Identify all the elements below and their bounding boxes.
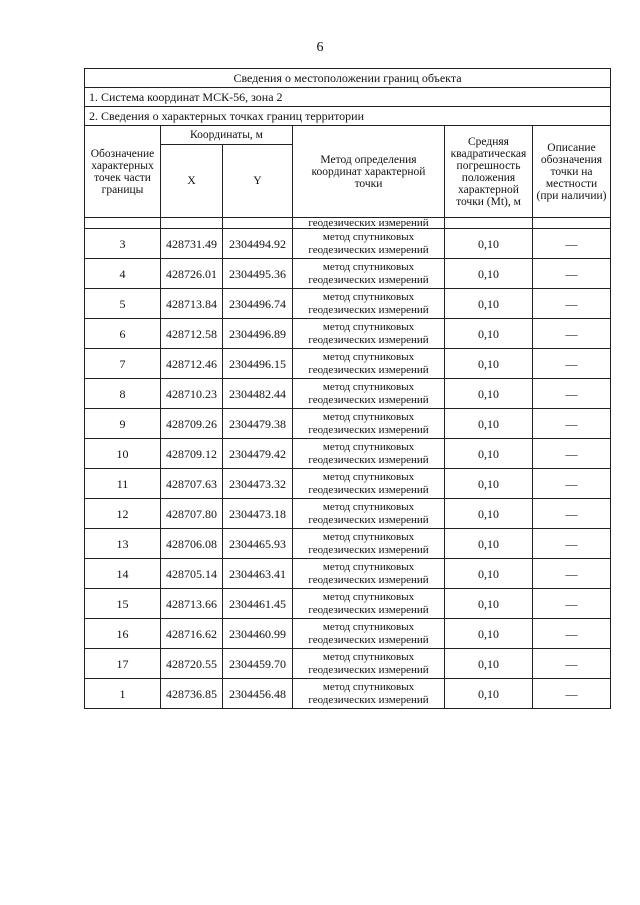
description-cell: — xyxy=(533,439,611,469)
description-cell: — xyxy=(533,469,611,499)
table-row xyxy=(85,469,611,499)
description-cell: — xyxy=(533,529,611,559)
method-cell: метод спутниковых геодезических измерений xyxy=(293,589,445,619)
table-row xyxy=(85,529,611,559)
method-cell: метод спутниковых геодезических измерений xyxy=(293,409,445,439)
table-row xyxy=(85,649,611,679)
x-coordinate-cell: 428709.26 xyxy=(161,409,223,439)
point-number-cell: 15 xyxy=(85,589,161,619)
accuracy-cell: 0,10 xyxy=(445,439,533,469)
accuracy-cell: 0,10 xyxy=(445,289,533,319)
point-number-cell: 9 xyxy=(85,409,161,439)
header-description: Описание обозначения точки на местности (при наличии) xyxy=(533,126,611,218)
method-cell: метод спутниковых геодезических измерений xyxy=(293,439,445,469)
section-caption: 2. Сведения о характерных точках границ территории xyxy=(85,107,611,126)
method-cell: метод спутниковых геодезических измерений xyxy=(293,259,445,289)
table-title: Сведения о местоположении границ объекта xyxy=(85,69,611,88)
table-row xyxy=(85,679,611,709)
method-cell: метод спутниковых геодезических измерений xyxy=(293,679,445,709)
accuracy-cell: 0,10 xyxy=(445,379,533,409)
point-number-cell: 4 xyxy=(85,259,161,289)
x-coordinate-cell: 428712.46 xyxy=(161,349,223,379)
method-cell: метод спутниковых геодезических измерений xyxy=(293,499,445,529)
method-cell: метод спутниковых геодезических измерений xyxy=(293,559,445,589)
point-number-cell: 16 xyxy=(85,619,161,649)
x-coordinate-cell: 428713.66 xyxy=(161,589,223,619)
point-number-cell: 8 xyxy=(85,379,161,409)
header-accuracy: Средняя квадратическая погрешность положения характерной точки (Mt), м xyxy=(445,126,533,218)
x-coordinate-cell: 428713.84 xyxy=(161,289,223,319)
accuracy-cell: 0,10 xyxy=(445,349,533,379)
y-coordinate-cell: 2304473.18 xyxy=(223,499,293,529)
accuracy-cell: 0,10 xyxy=(445,469,533,499)
description-cell: — xyxy=(533,679,611,709)
x-coordinate-cell: 428707.80 xyxy=(161,499,223,529)
point-number-cell: 10 xyxy=(85,439,161,469)
method-cell: метод спутниковых геодезических измерений xyxy=(293,649,445,679)
y-coordinate-cell: 2304494.92 xyxy=(223,229,293,259)
table-row xyxy=(85,439,611,469)
method-cell: метод спутниковых геодезических измерений xyxy=(293,529,445,559)
header-method: Метод определения координат характерной точки xyxy=(293,126,445,218)
method-cell: метод спутниковых геодезических измерений xyxy=(293,349,445,379)
x-coordinate-cell: 428726.01 xyxy=(161,259,223,289)
continuation-method: геодезических измерений xyxy=(293,218,445,229)
point-number-cell: 11 xyxy=(85,469,161,499)
method-cell: метод спутниковых геодезических измерений xyxy=(293,229,445,259)
point-number-cell: 7 xyxy=(85,349,161,379)
point-number-cell: 14 xyxy=(85,559,161,589)
description-cell: — xyxy=(533,289,611,319)
coord-system-caption: 1. Система координат МСК-56, зона 2 xyxy=(85,88,611,107)
x-coordinate-cell: 428710.23 xyxy=(161,379,223,409)
accuracy-cell: 0,10 xyxy=(445,619,533,649)
accuracy-cell: 0,10 xyxy=(445,679,533,709)
x-coordinate-cell: 428716.62 xyxy=(161,619,223,649)
y-coordinate-cell: 2304459.70 xyxy=(223,649,293,679)
accuracy-cell: 0,10 xyxy=(445,499,533,529)
table-row xyxy=(85,349,611,379)
y-coordinate-cell: 2304495.36 xyxy=(223,259,293,289)
header-y: Y xyxy=(223,145,293,218)
x-coordinate-cell: 428712.58 xyxy=(161,319,223,349)
point-number-cell: 5 xyxy=(85,289,161,319)
method-cell: метод спутниковых геодезических измерений xyxy=(293,319,445,349)
page-number: 6 xyxy=(316,40,324,55)
description-cell: — xyxy=(533,589,611,619)
description-cell: — xyxy=(533,619,611,649)
point-number-cell: 12 xyxy=(85,499,161,529)
table-row xyxy=(85,289,611,319)
boundary-points-table xyxy=(84,68,611,709)
point-number-cell: 1 xyxy=(85,679,161,709)
point-number-cell: 17 xyxy=(85,649,161,679)
accuracy-cell: 0,10 xyxy=(445,229,533,259)
x-coordinate-cell: 428707.63 xyxy=(161,469,223,499)
accuracy-cell: 0,10 xyxy=(445,319,533,349)
x-coordinate-cell: 428705.14 xyxy=(161,559,223,589)
table-row xyxy=(85,559,611,589)
accuracy-cell: 0,10 xyxy=(445,259,533,289)
y-coordinate-cell: 2304496.74 xyxy=(223,289,293,319)
accuracy-cell: 0,10 xyxy=(445,559,533,589)
x-coordinate-cell: 428736.85 xyxy=(161,679,223,709)
header-point-designation: Обозначение характерных точек части границы xyxy=(85,126,161,218)
description-cell: — xyxy=(533,319,611,349)
accuracy-cell: 0,10 xyxy=(445,589,533,619)
description-cell: — xyxy=(533,259,611,289)
y-coordinate-cell: 2304460.99 xyxy=(223,619,293,649)
table-row xyxy=(85,379,611,409)
y-coordinate-cell: 2304482.44 xyxy=(223,379,293,409)
header-x: X xyxy=(161,145,223,218)
method-cell: метод спутниковых геодезических измерений xyxy=(293,469,445,499)
method-cell: метод спутниковых геодезических измерений xyxy=(293,289,445,319)
description-cell: — xyxy=(533,229,611,259)
description-cell: — xyxy=(533,409,611,439)
accuracy-cell: 0,10 xyxy=(445,649,533,679)
description-cell: — xyxy=(533,649,611,679)
table-row xyxy=(85,499,611,529)
table-row xyxy=(85,589,611,619)
description-cell: — xyxy=(533,349,611,379)
description-cell: — xyxy=(533,379,611,409)
continuation-row xyxy=(85,218,611,229)
header-coordinates: Координаты, м xyxy=(161,126,293,145)
accuracy-cell: 0,10 xyxy=(445,409,533,439)
y-coordinate-cell: 2304479.42 xyxy=(223,439,293,469)
y-coordinate-cell: 2304479.38 xyxy=(223,409,293,439)
point-number-cell: 13 xyxy=(85,529,161,559)
x-coordinate-cell: 428709.12 xyxy=(161,439,223,469)
x-coordinate-cell: 428731.49 xyxy=(161,229,223,259)
y-coordinate-cell: 2304456.48 xyxy=(223,679,293,709)
x-coordinate-cell: 428706.08 xyxy=(161,529,223,559)
y-coordinate-cell: 2304461.45 xyxy=(223,589,293,619)
method-cell: метод спутниковых геодезических измерений xyxy=(293,619,445,649)
point-number-cell: 3 xyxy=(85,229,161,259)
table-row xyxy=(85,619,611,649)
y-coordinate-cell: 2304463.41 xyxy=(223,559,293,589)
table-row xyxy=(85,259,611,289)
method-cell: метод спутниковых геодезических измерений xyxy=(293,379,445,409)
table-row xyxy=(85,229,611,259)
y-coordinate-cell: 2304465.93 xyxy=(223,529,293,559)
table-row xyxy=(85,409,611,439)
y-coordinate-cell: 2304496.15 xyxy=(223,349,293,379)
point-number-cell: 6 xyxy=(85,319,161,349)
table-row xyxy=(85,319,611,349)
description-cell: — xyxy=(533,499,611,529)
accuracy-cell: 0,10 xyxy=(445,529,533,559)
x-coordinate-cell: 428720.55 xyxy=(161,649,223,679)
description-cell: — xyxy=(533,559,611,589)
y-coordinate-cell: 2304473.32 xyxy=(223,469,293,499)
y-coordinate-cell: 2304496.89 xyxy=(223,319,293,349)
